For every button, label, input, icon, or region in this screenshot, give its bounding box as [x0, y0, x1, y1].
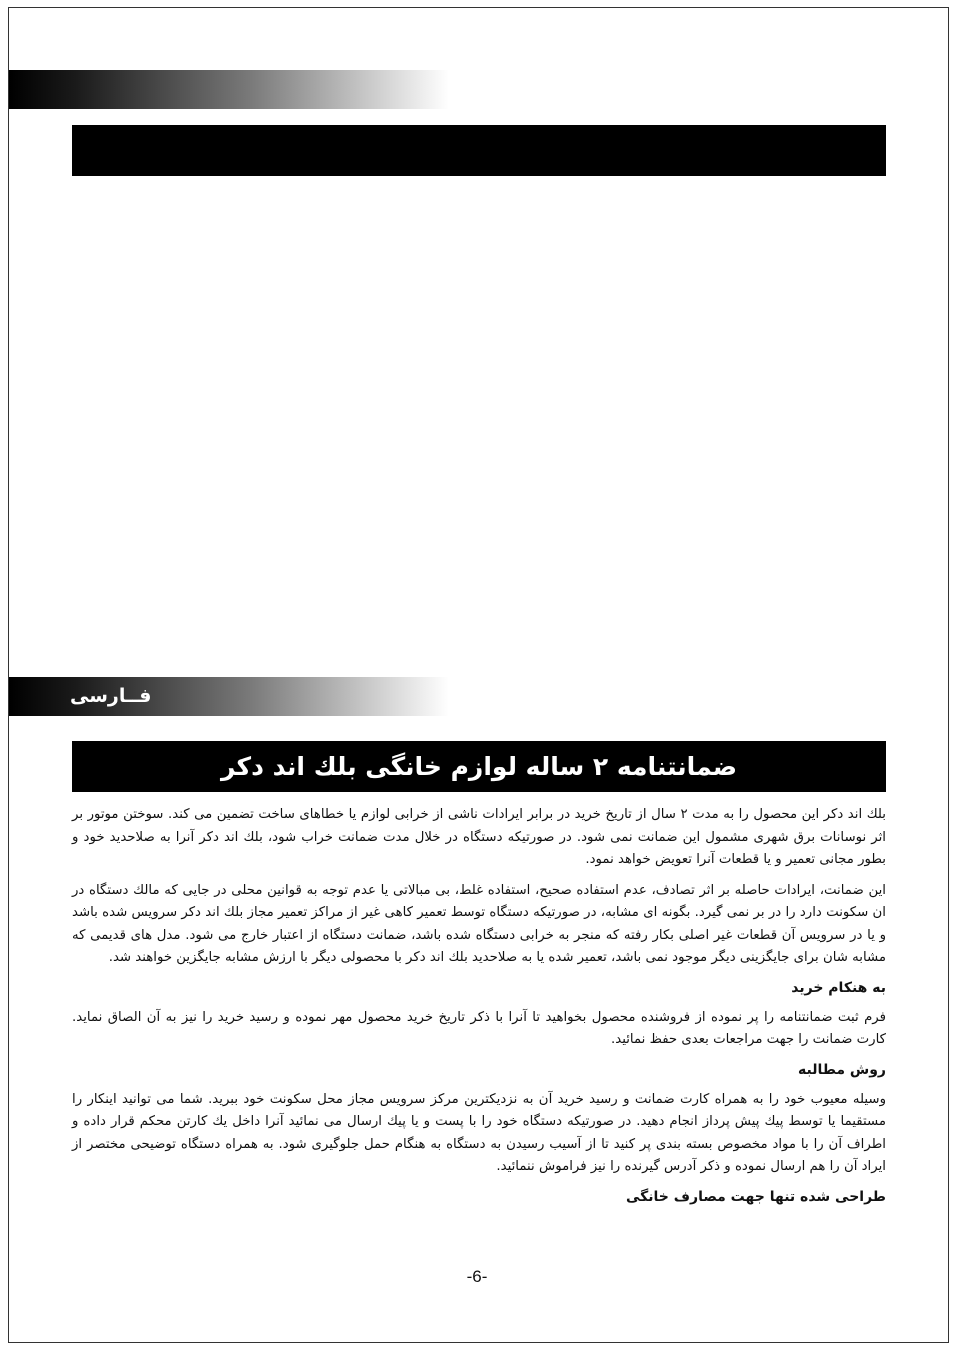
purchase-heading: به هنكام خرید	[791, 979, 886, 996]
warranty-content	[72, 804, 886, 1216]
intro-paragraph-2: این ضمانت، ایرادات حاصله بر اثر تصادف، عدم استفاده صحیح، استفاده غلط، بی مبالاتی یا عدم توجه به قوانین محلی در جایی كه مالك دستگاه در ان سكونت دارد را در بر نمی گیرد. بگونه ای مشابه، در صورتیكه دستگاه توسط تعمیر كاهی غیر از مراكز تعمیر مجاز بلك اند دكر سرویس شده باشد و یا در سرویس آن قطعات غیر اصلی بكار رفته كه منجر به خرابی دستگاه شده باشد، ضمانت دستگاه از اعتبار خارج می شود. مدل های قدیمی كه مشابه شان برای جایگزینی دیگر موجود نمی باشد، تعمیر شده یا به صلاحدید بلك اند دكر با محصولی دیگر با ارزش مشابه جایگزین خواهند شد.	[72, 882, 886, 965]
purchase-paragraph: فرم ثبت ضمانتنامه را پر نموده از فروشنده محصول بخواهید تا آنرا با ذكر تاریخ خرید محصول مهر نموده و رسید خرید را نیز به آن الصاق نماید. كارت ضمانت را جهت مراجعات بعدی حفظ نمائید.	[72, 1009, 886, 1047]
language-label: فــارسی	[70, 685, 152, 707]
title-banner	[72, 741, 886, 792]
intro-paragraph-1: بلك اند دكر این محصول را به مدت ۲ سال از تاریخ خرید در برابر ایرادات ناشی از خرابی لوازم یا خطاهای ساخت تضمین می كند. سوختن موتور بر اثر نوسانات برق شهری مشمول این ضمانت نمی شود. در صورتیكه دستگاه در خلال مدت ضمانت خراب شود، بلك اند دكر آنرا به صلاحدید خود و بطور مجانی تعمیر و یا قطعات آنرا تعویض خواهد نمود.	[72, 807, 887, 867]
top-black-banner	[72, 125, 886, 176]
household-use-note: طراحی شده تنها جهت مصارف خانگی	[625, 1188, 886, 1205]
claim-paragraph: وسیله معیوب خود را به همراه كارت ضمانت و رسید خرید آن به نزدیكترین مركز سرویس مجاز محل سكونت خود ببرید. شما می توانید اینكار را مستقیما یا توسط پیك پیش پرداز انجام دهید. در صورتیكه دستگاه خود را با پست و یا پیك ارسال می نمائید آنرا داخل یك كارتن محكم قرار داده و اطراف آن را با مواد مخصوص بسته بندی پر كنید تا از آسیب رسیدن به دستگاه به هنگام حمل جلوگیری شود. به همراه دستگاه توضیحی مختصر از ایراد آن را هم ارسال نموده و ذكر آدرس گیرنده را نیز فراموش ننمائید.	[72, 1091, 886, 1174]
page-number: -6-	[466, 1267, 488, 1286]
page-title: ضمانتنامه ۲ ساله لوازم خانگی بلك اند دكر	[220, 752, 737, 781]
claim-heading: روش مطالبه	[798, 1061, 886, 1078]
top-gradient-bar	[9, 70, 449, 109]
